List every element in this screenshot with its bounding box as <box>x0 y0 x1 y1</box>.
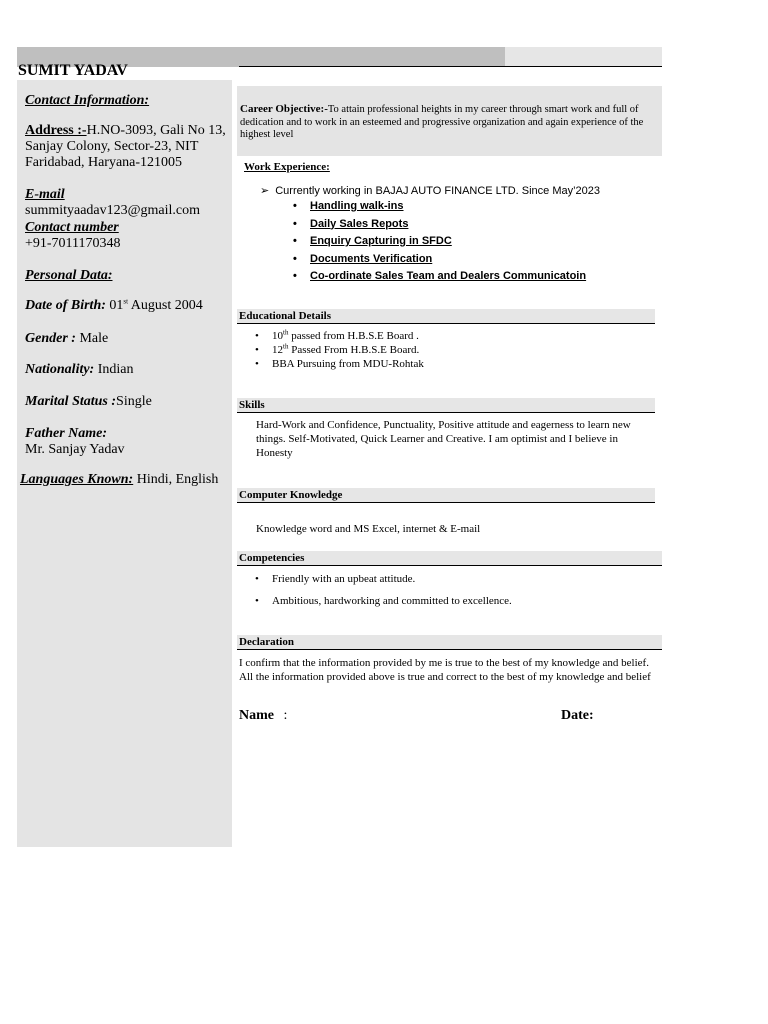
education-heading: Educational Details <box>237 309 655 324</box>
date-label: Date: <box>561 708 594 723</box>
skills-text: Hard-Work and Confidence, Punctuality, Positive attitude and eagerness to learn new things. Self-Motivated, Quick Learner and Creative. I am optimist and I believe in Honesty <box>256 419 631 459</box>
list-item: • Handling walk-ins <box>310 198 586 216</box>
contact-label: Contact number <box>25 220 119 235</box>
computer-knowledge-heading: Computer Knowledge <box>237 488 655 503</box>
bullet-icon: • <box>255 344 259 356</box>
bullet-icon: • <box>255 358 259 370</box>
declaration-text: I confirm that the information provided by me is true to the best of my knowledge and belief. All the information provided above is true and correct to the best of my knowledge and belief <box>239 657 651 683</box>
computer-knowledge-text: Knowledge word and MS Excel, internet & E-mail <box>256 523 481 535</box>
bullet-icon: • <box>255 595 259 607</box>
list-item: • Ambitious, hardworking and committed to excellence. <box>255 595 512 607</box>
bullet-icon: • <box>255 330 259 342</box>
name-label: Name <box>239 708 274 723</box>
education-list <box>255 328 424 371</box>
bullet-icon: • <box>293 217 297 230</box>
email-label: E-mail <box>25 187 65 202</box>
dob-row: Date of Birth: 01st August 2004 <box>25 297 203 313</box>
signature-name-row: Name : <box>239 708 288 723</box>
career-objective-text: To attain professional heights in my career through smart work and full of dedication and to work in an esteemed and progressive organization and again experience of the highest level <box>240 104 644 140</box>
list-item: • Co-ordinate Sales Team and Dealers Communicatoin <box>310 268 586 286</box>
candidate-name: SUMIT YADAV <box>18 62 128 79</box>
bullet-icon: • <box>293 270 297 282</box>
list-item: • 10th passed from H.B.S.E Board . <box>255 328 419 342</box>
bullet-icon: • <box>255 573 259 585</box>
personal-heading: Personal Data: <box>25 268 113 283</box>
address-value: H.NO-3093, Gali No 13, Sanjay Colony, Sector-23, NIT Faridabad, Haryana-121005 <box>25 123 226 170</box>
contact-heading: Contact Information: <box>25 93 150 108</box>
competencies-list <box>255 572 512 608</box>
list-item: • 12th Passed From H.B.S.E Board. <box>255 342 420 356</box>
list-item: • BBA Pursuing from MDU-Rohtak <box>255 358 424 370</box>
declaration-heading: Declaration <box>237 635 662 650</box>
arrow-bullet-icon: ➢ <box>260 185 270 197</box>
marital-row: Marital Status :Single <box>25 394 152 409</box>
contact-value: +91-7011170348 <box>25 236 121 251</box>
list-item: • Daily Sales Repots <box>310 216 586 234</box>
list-item: • Friendly with an upbeat attitude. <box>255 573 416 585</box>
bullet-icon: • <box>293 252 297 265</box>
bullet-icon: • <box>293 235 297 247</box>
father-value: Mr. Sanjay Yadav <box>25 442 125 457</box>
address-label: Address :- <box>25 123 87 138</box>
nationality-row: Nationality: Indian <box>25 362 134 377</box>
address-block <box>25 123 230 171</box>
father-label: Father Name: <box>25 426 108 441</box>
work-experience-heading: Work Experience: <box>244 161 330 173</box>
gender-row: Gender : Male <box>25 331 109 346</box>
email-value: summityaadav123@gmail.com <box>25 203 201 218</box>
header-rule <box>239 66 662 67</box>
languages-row: Languages Known: Hindi, English <box>20 472 219 487</box>
work-duties-list <box>293 198 587 286</box>
list-item: • Enquiry Capturing in SFDC <box>310 233 586 251</box>
competencies-heading: Competencies <box>237 551 662 566</box>
bullet-icon: • <box>293 200 297 212</box>
work-current: ➢ Currently working in BAJAJ AUTO FINANCE LTD. Since May’2023 <box>260 185 601 197</box>
list-item: • Documents Verification <box>310 251 586 269</box>
skills-heading: Skills <box>237 398 655 413</box>
career-objective <box>240 103 660 142</box>
career-objective-label: Career Objective:- <box>240 103 328 115</box>
